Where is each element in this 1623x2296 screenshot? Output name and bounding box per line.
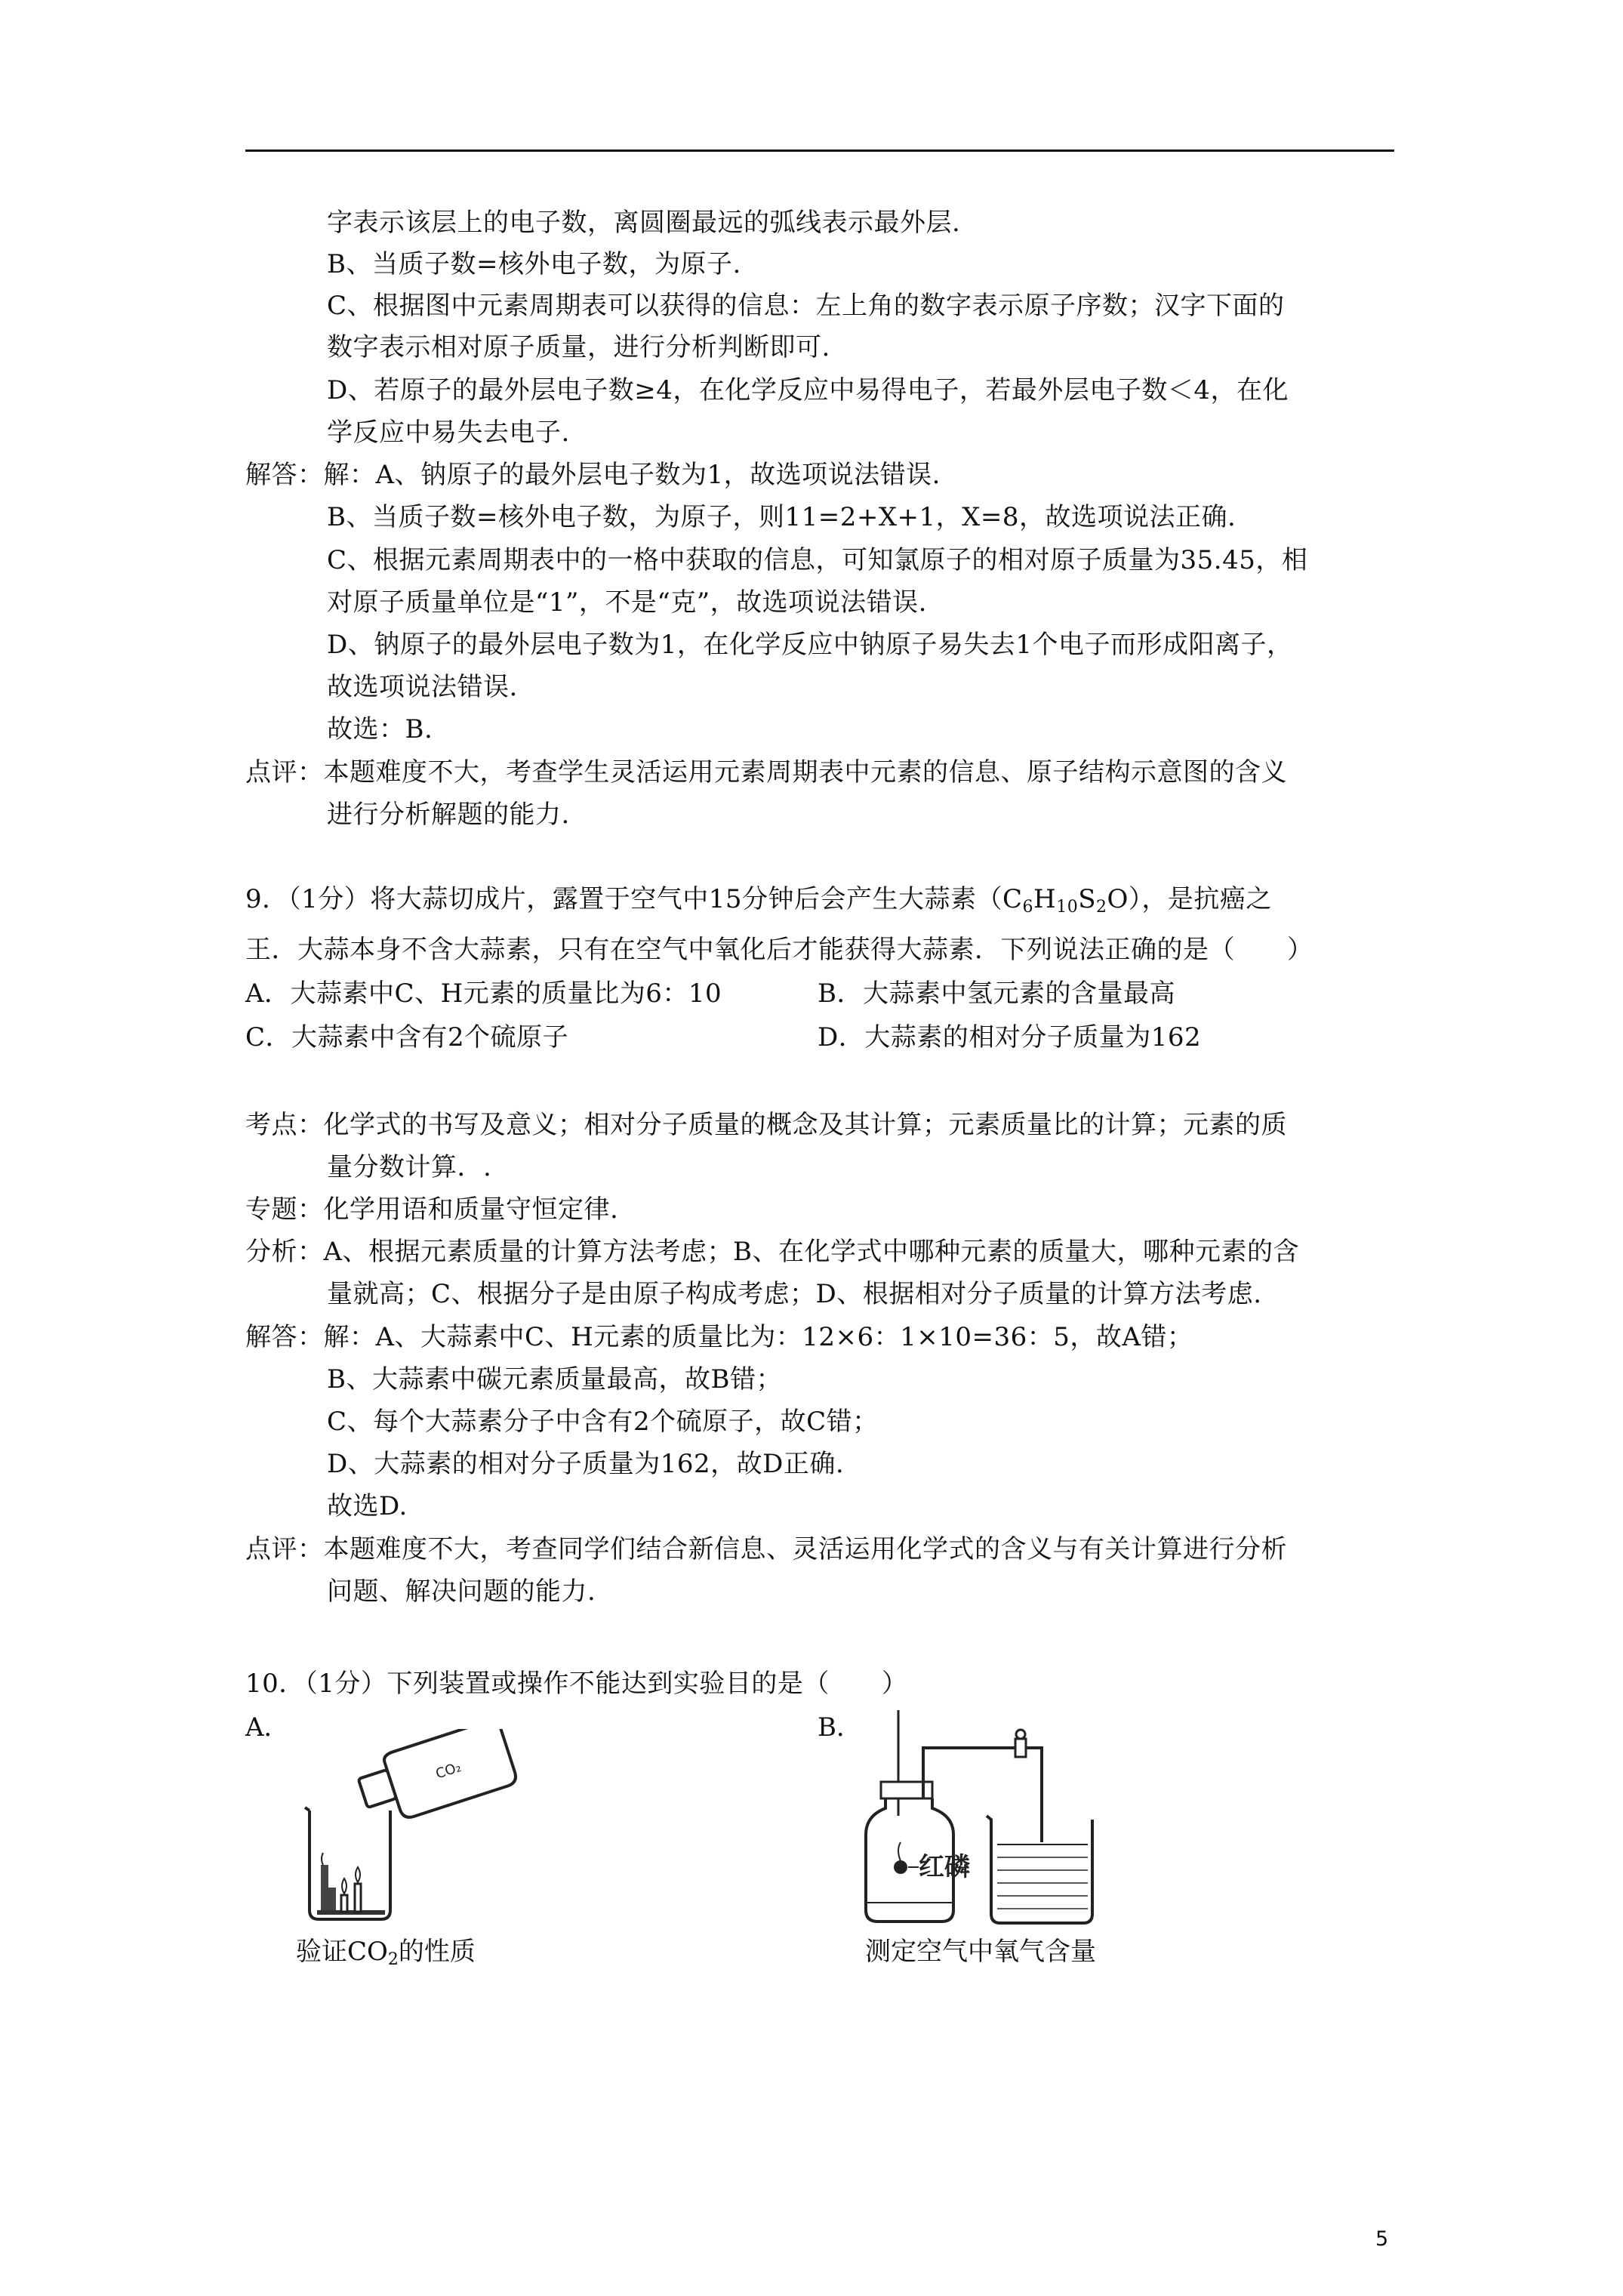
text-line: C、根据图中元素周期表可以获得的信息：左上角的数字表示原子序数；汉字下面的: [327, 291, 1285, 321]
text-line: C、每个大蒜素分子中含有2个硫原子，故C错；: [327, 1407, 879, 1437]
text-line: 解答：解：A、大蒜素中C、H元素的质量比为：12×6：1×10=36：5，故A错；: [245, 1322, 1193, 1352]
top-rule: [245, 149, 1394, 152]
co2-pouring-figure: [287, 1729, 536, 1925]
question-10-stem: 10．（1分）下列装置或操作不能达到实验目的是（ ）: [245, 1669, 908, 1699]
figure-b-caption: 测定空气中氧气含量: [865, 1937, 1096, 1967]
text-line: D、若原子的最外层电子数≥4，在化学反应中易得电子，若最外层电子数＜4，在化: [327, 375, 1289, 405]
figure-a-label: A．: [245, 1712, 290, 1743]
figure-b-label: B．: [818, 1712, 862, 1743]
text-line: 考点：化学式的书写及意义；相对分子质量的概念及其计算；元素质量比的计算；元素的质: [245, 1110, 1287, 1140]
question-9-stem: 9．（1分）将大蒜切成片，露置于空气中15分钟后会产生大蒜素$(C_6H_{10}S_2O)$，是抗癌之: [245, 884, 1272, 917]
text-line: 解答：解：A、钠原子的最外层电子数为1，故选项说法错误.: [245, 460, 941, 490]
text-line: 量就高；C、根据分子是由原子构成考虑；D、根据相对分子质量的计算方法考虑.: [327, 1279, 1262, 1309]
text-line: 对原子质量单位是“1”，不是“克”，故选项说法错误.: [327, 587, 927, 618]
text-line: 字表示该层上的电子数，离圆圈最远的弧线表示最外层.: [327, 208, 961, 238]
figure-a-caption: 验证$CO_2$的性质: [296, 1937, 476, 1969]
text-line: D、大蒜素的相对分子质量为162，故D正确.: [327, 1449, 845, 1479]
text-line: 分析：A、根据元素质量的计算方法考虑；B、在化学式中哪种元素的质量大，哪种元素的含: [245, 1237, 1300, 1267]
page-number: 5: [1375, 2227, 1389, 2251]
text-line: 点评：本题难度不大，考查同学们结合新信息、灵活运用化学式的含义与有关计算进行分析: [245, 1534, 1287, 1564]
text-line: D、钠原子的最外层电子数为1，在化学反应中钠原子易失去1个电子而形成阳离子，: [327, 630, 1293, 660]
text-line: 专题：化学用语和质量守恒定律.: [245, 1194, 619, 1225]
text-line: 故选D.: [327, 1491, 408, 1521]
bottle-label: CO₂: [433, 1759, 463, 1783]
text-line: 点评：本题难度不大，考查学生灵活运用元素周期表中元素的信息、原子结构示意图的含义: [245, 757, 1287, 787]
text-line: 问题、解决问题的能力.: [327, 1576, 596, 1607]
text-line: 王．大蒜本身不含大蒜素，只有在空气中氧化后才能获得大蒜素．下列说法正确的是（ ）: [245, 935, 1313, 965]
text-line: 量分数计算．.: [327, 1152, 492, 1182]
text-line: 进行分析解题的能力.: [327, 800, 570, 830]
text-line: B、当质子数=核外电子数，为原子.: [327, 249, 741, 279]
text-line: B、大蒜素中碳元素质量最高，故B错；: [327, 1364, 782, 1395]
text-line: 故选：B.: [327, 714, 433, 744]
option-a: A．大蒜素中C、H元素的质量比为6：10: [245, 978, 722, 1009]
text-line: 故选项说法错误.: [327, 672, 518, 702]
text-line: 学反应中易失去电子.: [327, 418, 570, 448]
option-c: C．大蒜素中含有2个硫原子: [245, 1022, 569, 1052]
option-b: B．大蒜素中氢元素的含量最高: [818, 978, 1175, 1009]
text-line: 数字表示相对原子质量，进行分析判断即可.: [327, 332, 830, 362]
text-line: B、当质子数=核外电子数，为原子，则11=2+X+1，X=8，故选项说法正确.: [327, 502, 1236, 532]
option-d: D．大蒜素的相对分子质量为162: [818, 1022, 1202, 1052]
text-line: C、根据元素周期表中的一格中获取的信息，可知氯原子的相对原子质量为35.45，相: [327, 545, 1308, 575]
red-phosphorus-label: 红磷: [919, 1852, 970, 1882]
oxygen-measurement-figure: [857, 1703, 1113, 1929]
